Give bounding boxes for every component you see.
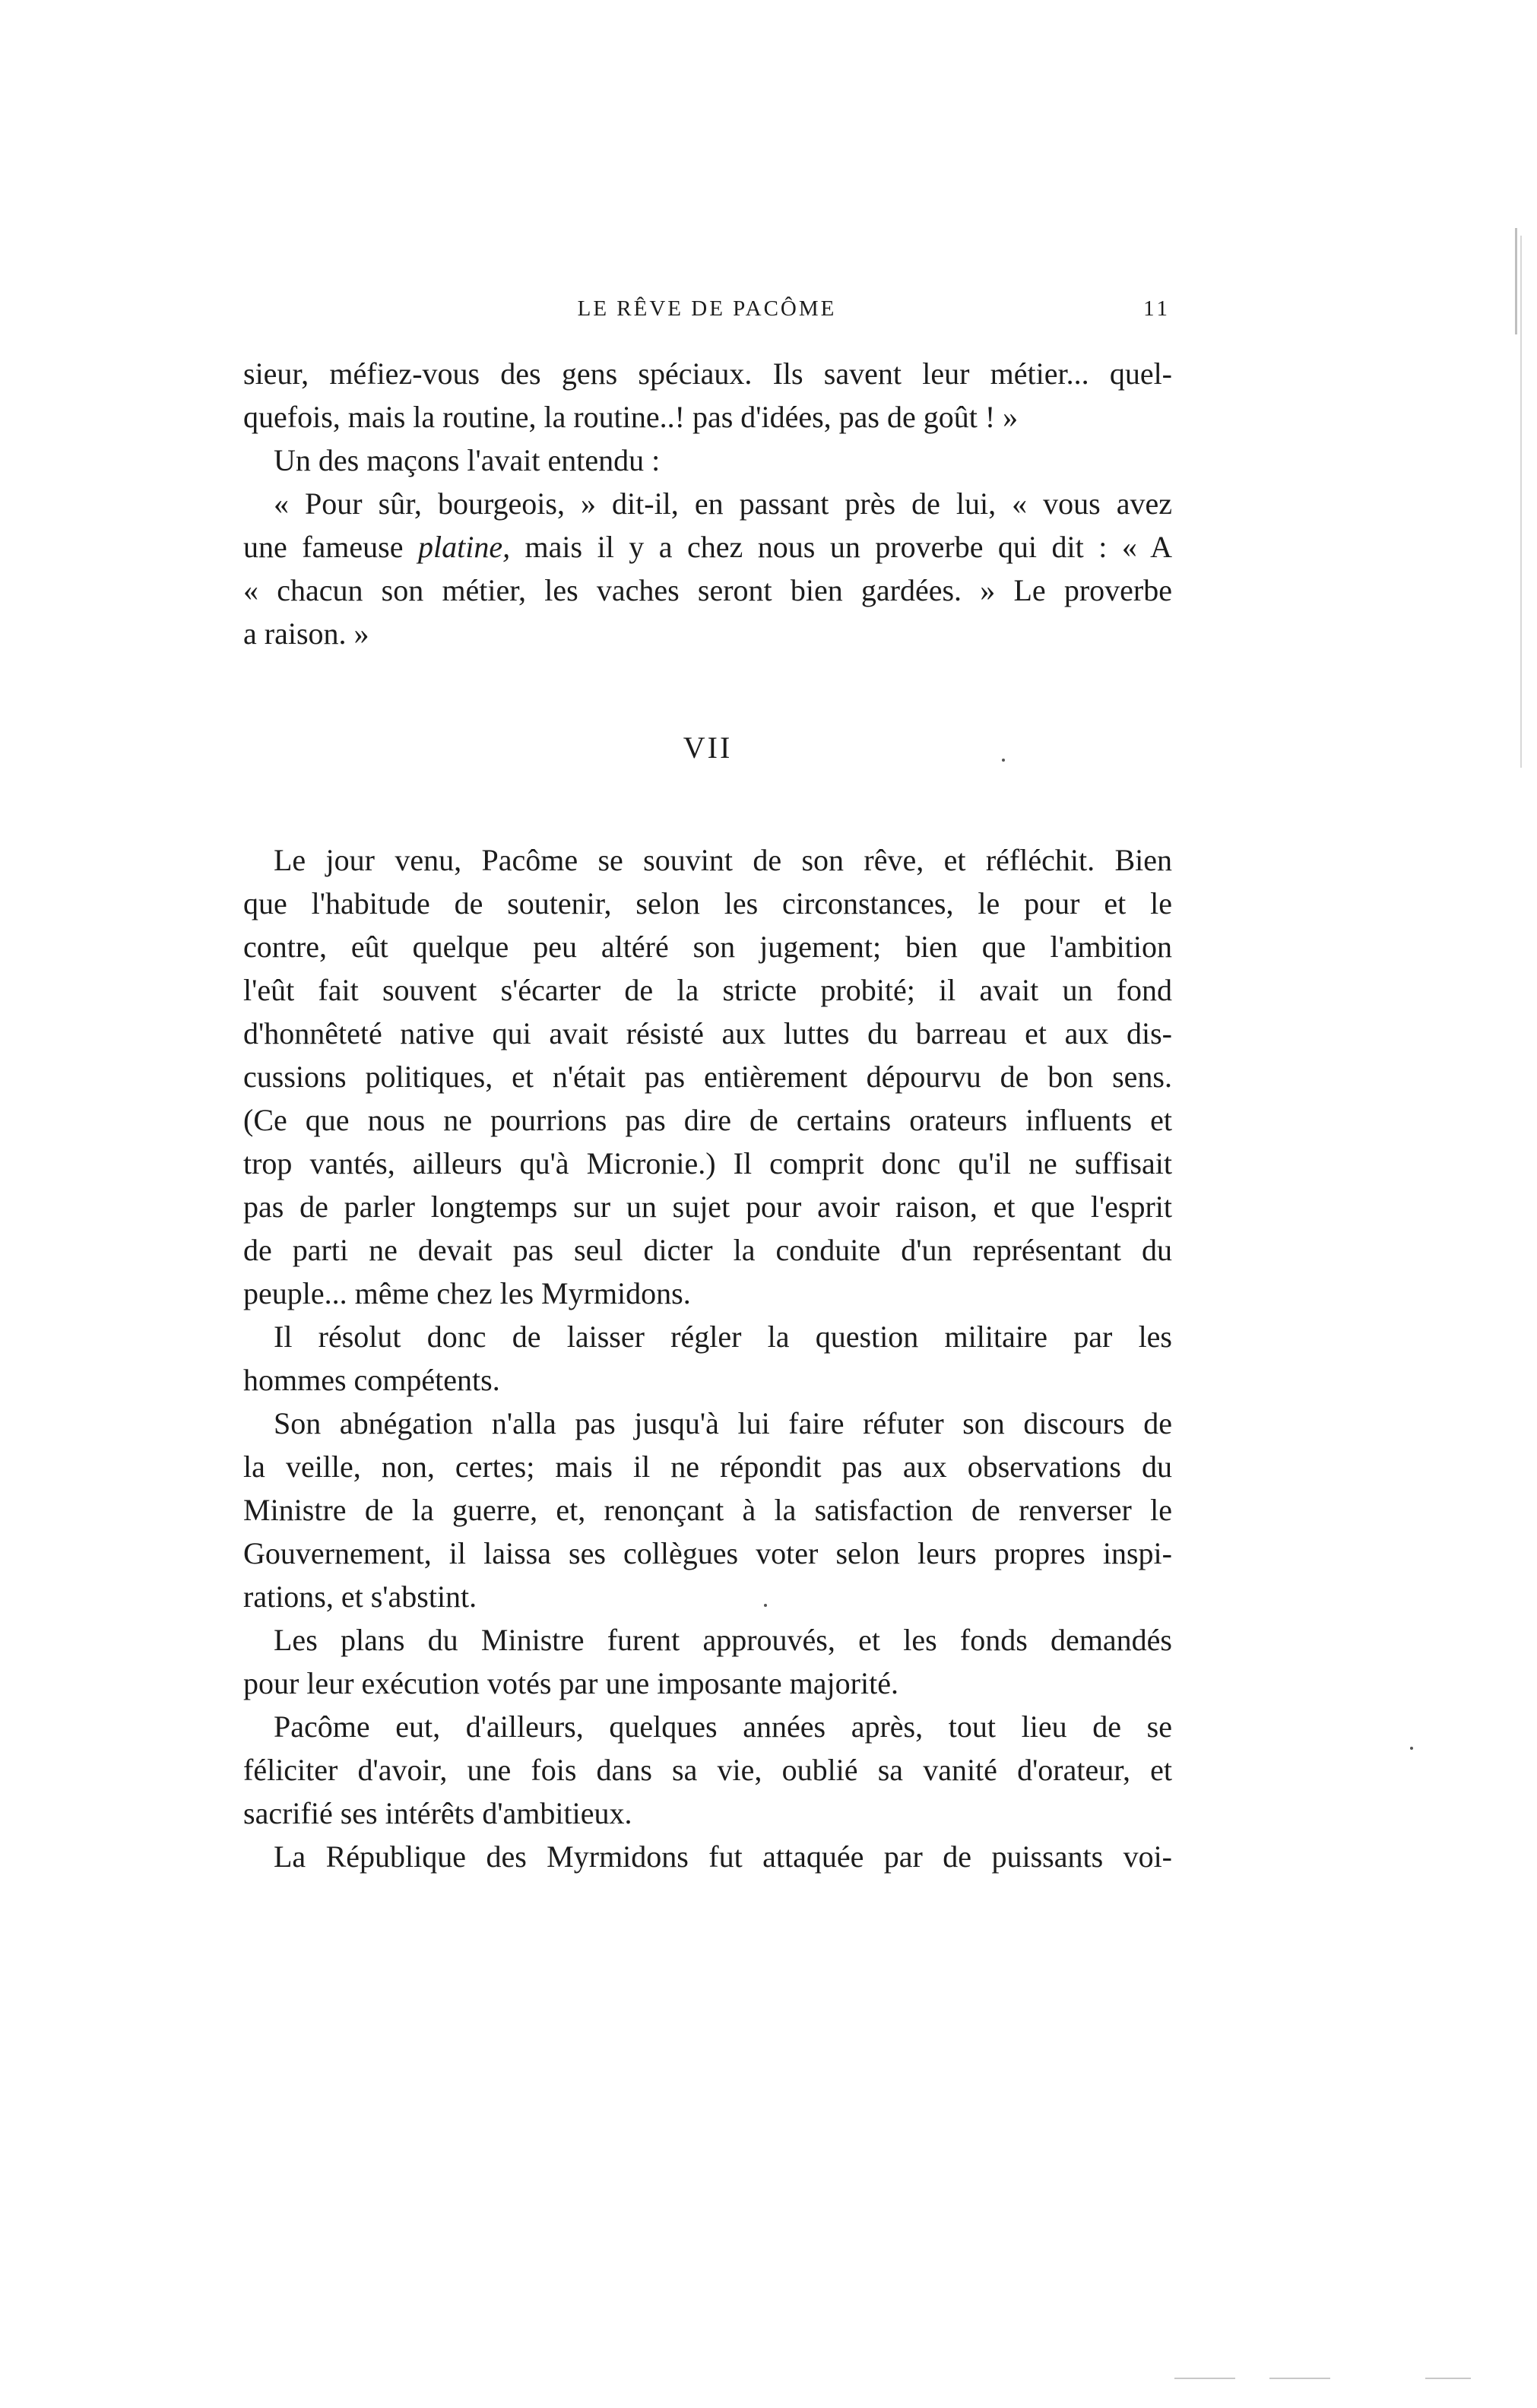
italic-word: platine, — [417, 530, 511, 564]
text-line: quefois, mais la routine, la routine..! pas d'idées, pas de goût ! » — [243, 400, 1019, 434]
text-line: sacrifié ses intérêts d'ambitieux. — [243, 1796, 632, 1830]
scan-edge-mark — [1269, 2378, 1330, 2379]
text-line: (Ce que nous ne pourrions pas dire de certains orateurs influents et — [243, 1103, 1172, 1137]
text-line: a raison. » — [243, 616, 369, 651]
text-line: Pacôme eut, d'ailleurs, quelques années après, tout lieu de se — [274, 1709, 1172, 1744]
text-line: féliciter d'avoir, une fois dans sa vie, oublié sa vanité d'orateur, et — [243, 1753, 1172, 1787]
text-line: de parti ne devait pas seul dicter la conduite d'un représentant du — [243, 1233, 1172, 1267]
text-line: sieur, méfiez-vous des gens spéciaux. Ils savent leur métier... quel- — [243, 356, 1172, 391]
section-number: VII — [683, 730, 733, 765]
text-fragment: une fameuse — [243, 530, 418, 564]
scan-speck — [1002, 759, 1005, 762]
text-line: « chacun son métier, les vaches seront bien gardées. » Le proverbe — [243, 573, 1172, 607]
text-line: l'eût fait souvent s'écarter de la stricte probité; il avait un fond — [243, 973, 1172, 1007]
text-line: Les plans du Ministre furent approuvés, et les fonds demandés — [274, 1623, 1172, 1657]
paragraph-block-main — [243, 838, 1172, 1878]
text-line — [243, 525, 1172, 569]
text-line: d'honnêteté native qui avait résisté aux luttes du barreau et aux dis- — [243, 1016, 1172, 1050]
scan-margin-rule — [1515, 228, 1517, 334]
text-line: trop vantés, ailleurs qu'à Micronie.) Il comprit donc qu'il ne suffisait — [243, 1146, 1172, 1180]
scan-speck — [1410, 1747, 1413, 1750]
scan-speck — [764, 1604, 767, 1607]
scan-edge-mark — [1174, 2378, 1235, 2379]
text-line: La République des Myrmidons fut attaquée par de puissants voi- — [274, 1839, 1172, 1874]
text-line: Son abnégation n'alla pas jusqu'à lui faire réfuter son discours de — [274, 1406, 1172, 1440]
text-line: Il résolut donc de laisser régler la question militaire par les — [274, 1320, 1172, 1354]
text-line: que l'habitude de soutenir, selon les circonstances, le pour et le — [243, 886, 1172, 920]
text-line: pas de parler longtemps sur un sujet pour avoir raison, et que l'esprit — [243, 1190, 1172, 1224]
text-line: pour leur exécution votés par une imposante majorité. — [243, 1666, 898, 1700]
scan-edge-mark — [1425, 2378, 1471, 2379]
text-line: Gouvernement, il laissa ses collègues voter selon leurs propres inspi- — [243, 1536, 1172, 1570]
running-title: LE RÊVE DE PACÔME — [577, 296, 837, 321]
text-line: peuple... même chez les Myrmidons. — [243, 1276, 691, 1310]
text-line: Le jour venu, Pacôme se souvint de son rêve, et réfléchit. Bien — [274, 843, 1172, 877]
running-head — [243, 296, 1171, 334]
page-number: 11 — [1143, 296, 1171, 321]
text-line: la veille, non, certes; mais il ne répondit pas aux observations du — [243, 1450, 1172, 1484]
paragraph-block-top — [243, 352, 1172, 655]
text-line: Ministre de la guerre, et, renonçant à la satisfaction de renverser le — [243, 1493, 1172, 1527]
text-fragment: mais il y a chez nous un proverbe qui dit : « A — [510, 530, 1172, 564]
text-line: cussions politiques, et n'était pas entièrement dépourvu de bon sens. — [243, 1060, 1172, 1094]
text-line: Un des maçons l'avait entendu : — [274, 443, 661, 477]
text-line: contre, eût quelque peu altéré son jugement; bien que l'ambition — [243, 930, 1172, 964]
text-line: rations, et s'abstint. — [243, 1579, 477, 1614]
text-line: hommes compétents. — [243, 1363, 500, 1397]
scan-margin-rule — [1520, 236, 1522, 768]
text-line: « Pour sûr, bourgeois, » dit-il, en passant près de lui, « vous avez — [274, 486, 1172, 521]
